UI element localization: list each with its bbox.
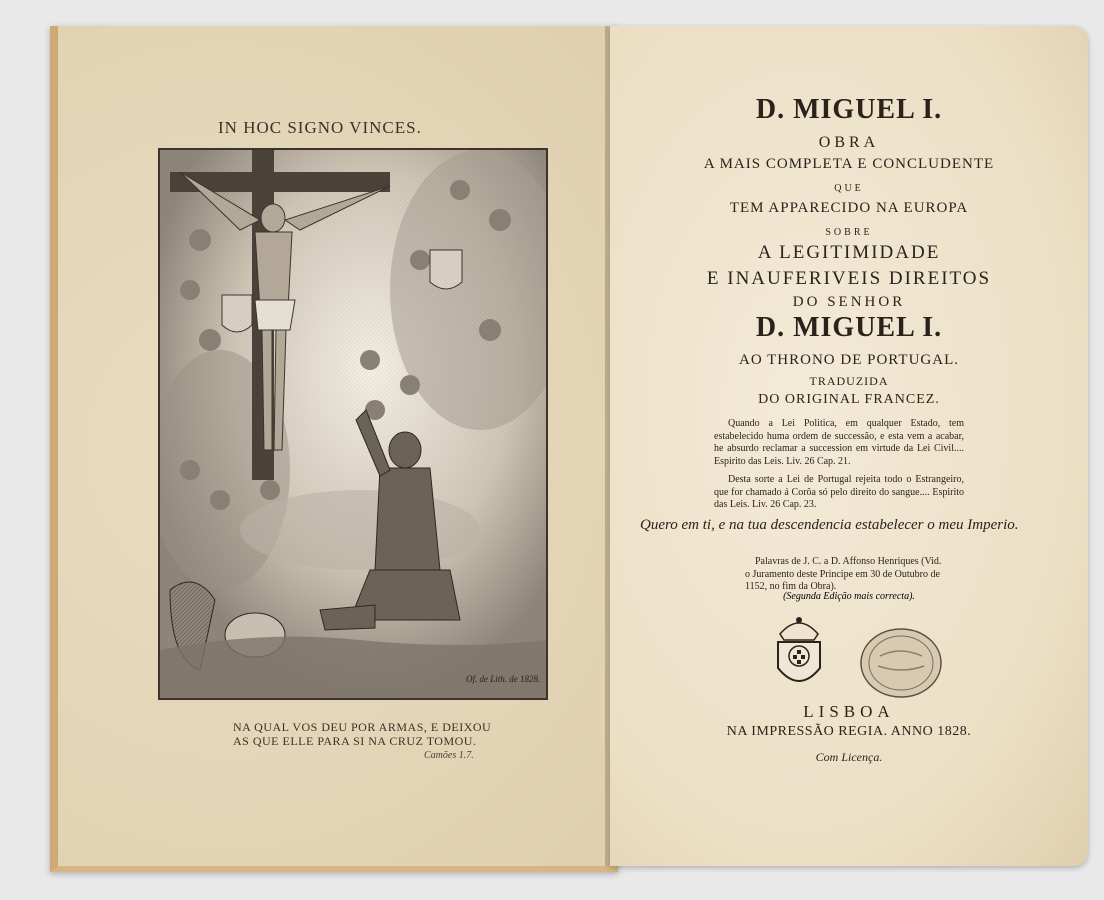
line-traduzida: TRADUZIDA	[809, 374, 889, 388]
line-europa: TEM APPARECIDO NA EUROPA	[729, 200, 969, 216]
caption-line-1: NA QUAL VOS DEU POR ARMAS, E DEIXOU	[233, 720, 492, 734]
caption-source: Camões 1.7.	[424, 750, 474, 761]
line-sobre: SOBRE	[825, 227, 873, 238]
quote-montesquieu-2: Desta sorte a Lei de Portugal rejeita todo o Estrangeiro, que for chamado á Corôa só pelo direito do sangue.... Espirito das Leis. Liv. 26 Cap. 23.	[714, 474, 964, 510]
crucifixion-engraving	[158, 148, 548, 700]
line-senhor: DO SENHOR	[792, 294, 906, 310]
imprint-licence: Com Licença.	[815, 750, 883, 764]
imprint-printer: NA IMPRESSÃO REGIA. ANNO 1828.	[726, 724, 972, 739]
frontispiece-motto: IN HOC SIGNO VINCES.	[218, 118, 422, 137]
line-completa: A MAIS COMPLETA E CONCLUDENTE	[703, 156, 995, 172]
imprint-place: LISBOA	[803, 702, 895, 721]
line-obra: OBRA	[818, 134, 880, 151]
engraving-illustration	[160, 150, 546, 698]
line-direitos: E INAUFERIVEIS DIREITOS	[706, 268, 992, 289]
motto-source: Palavras de J. C. a D. Affonso Henriques (Vid. o Juramento deste Principe em 30 de Outubro de 1152, no fim da Obra).	[745, 556, 942, 592]
book-title: D. MIGUEL I.	[755, 94, 943, 125]
frontispiece-page	[50, 26, 618, 872]
royal-crest-icon	[766, 612, 832, 698]
book-title-repeat: D. MIGUEL I.	[755, 312, 943, 343]
library-stamp-icon	[858, 626, 944, 700]
line-que: QUE	[834, 183, 864, 194]
caption-line-2: AS QUE ELLE PARA SI NA CRUZ TOMOU.	[233, 734, 477, 748]
edition-note: (Segunda Edição mais correcta).	[783, 591, 915, 602]
motto-quote: Quero em ti, e na tua descendencia estabelecer o meu Imperio.	[640, 517, 1019, 533]
quote-montesquieu-1: Quando a Lei Politica, em qualquer Estado, tem estabelecido huma ordem de successão, e esta vem a acabar, he absurdo reclamar a succession em virtude da Lei Civil.... Espirito das Leis. Liv. 26 Cap. 21.	[714, 418, 964, 467]
open-book	[40, 26, 1090, 872]
title-page	[610, 26, 1088, 866]
artist-signature: Of. de Lith. de 1828.	[466, 674, 541, 684]
line-original: DO ORIGINAL FRANCEZ.	[758, 392, 940, 407]
line-throno: AO THRONO DE PORTUGAL.	[739, 352, 959, 368]
line-legitimidade: A LEGITIMIDADE	[757, 242, 941, 263]
